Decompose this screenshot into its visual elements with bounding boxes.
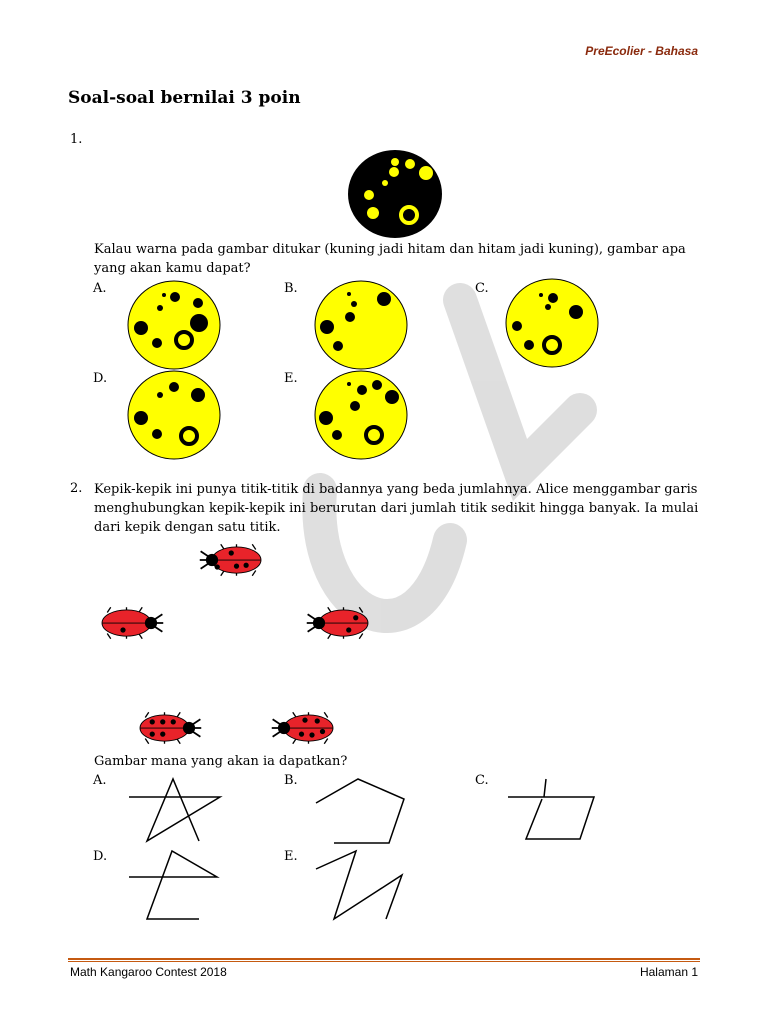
q1-option-e-label[interactable]: E. — [284, 371, 298, 386]
q1-text: Kalau warna pada gambar ditukar (kuning jadi hitam dan hitam jadi kuning), gambar apa yang akan kamu dapat? — [94, 242, 686, 276]
q2-option-b-label[interactable]: B. — [284, 773, 298, 788]
q1-number: 1. — [70, 132, 83, 147]
ladybug-top — [198, 540, 268, 580]
q1-main-figure — [347, 149, 443, 239]
ladybug-left — [95, 603, 165, 643]
q1-option-b-figure[interactable] — [314, 280, 408, 370]
q1-option-a-figure[interactable] — [127, 280, 221, 370]
q1-option-c-label[interactable]: C. — [475, 281, 489, 296]
q2-text: Kepik-kepik ini punya titik-titik di badannya yang beda jumlahnya. Alice menggambar garis menghubungkan kepik-kepik ini berurutan dari jumlah titik sedikit hingga banyak. Ia mulai dari kepik dengan satu titik. — [94, 482, 699, 535]
q2-option-e-label[interactable]: E. — [284, 849, 298, 864]
q1-option-e-figure[interactable] — [314, 370, 408, 460]
section-title: Soal-soal bernilai 3 poin — [68, 88, 301, 108]
q2-option-c-label[interactable]: C. — [475, 773, 489, 788]
q2-option-a-label[interactable]: A. — [93, 773, 107, 788]
q1-option-d-figure[interactable] — [127, 370, 221, 460]
q2-option-c-figure[interactable] — [506, 777, 598, 843]
q2-option-b-figure[interactable] — [314, 777, 406, 847]
q2-option-e-figure[interactable] — [314, 849, 406, 923]
ladybug-right — [305, 603, 375, 643]
q2-option-d-label[interactable]: D. — [93, 849, 108, 864]
footer-contest: Math Kangaroo Contest 2018 — [70, 965, 227, 979]
q2-number: 2. — [70, 481, 83, 496]
q1-option-b-label[interactable]: B. — [284, 281, 298, 296]
q1-option-c-figure[interactable] — [505, 278, 599, 368]
header-brand: PreEcolier - Bahasa — [585, 44, 698, 58]
ladybug-bottom-right — [270, 708, 340, 748]
q1-option-a-label[interactable]: A. — [93, 281, 107, 296]
q2-option-d-figure[interactable] — [127, 849, 221, 921]
footer-rule-thin — [68, 961, 700, 962]
footer-rule — [68, 958, 700, 960]
ladybug-bottom-left — [133, 708, 203, 748]
q2-question: Gambar mana yang akan ia dapatkan? — [94, 754, 348, 769]
q2-option-a-figure[interactable] — [127, 777, 223, 843]
footer-page: Halaman 1 — [639, 965, 698, 979]
q1-option-d-label[interactable]: D. — [93, 371, 108, 386]
